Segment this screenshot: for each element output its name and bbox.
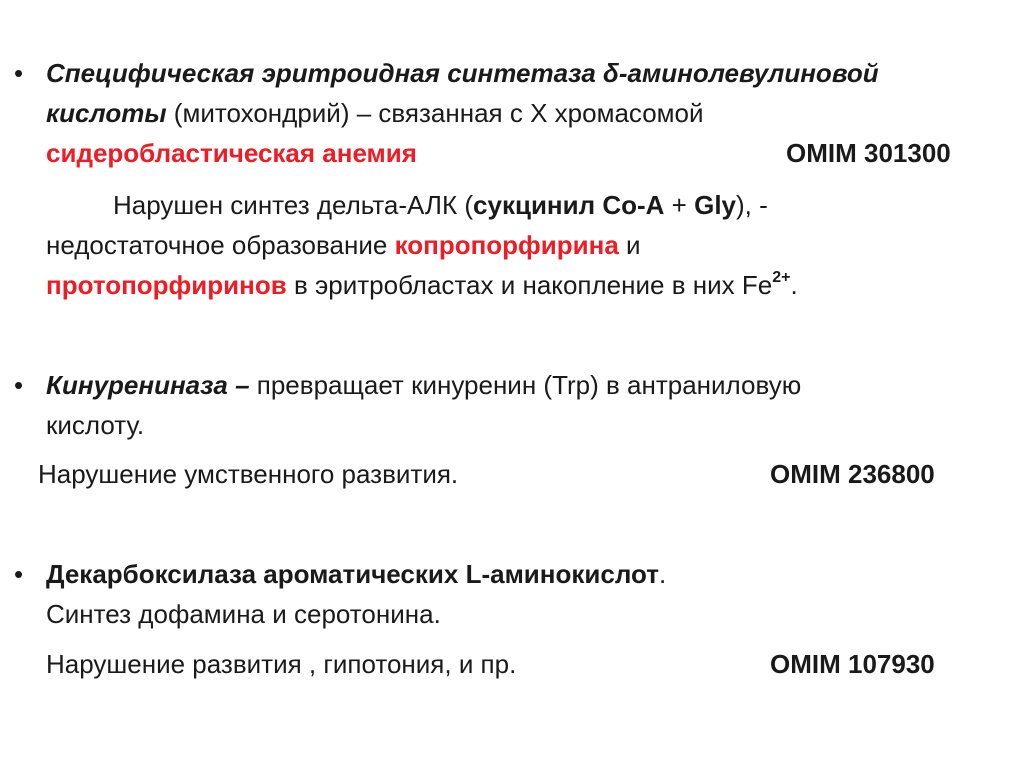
- item3-line1: [46, 558, 666, 590]
- item2-line1: [46, 369, 801, 401]
- item1-line4: [113, 189, 768, 221]
- item1-line4-a: Нарушен синтез дельта-АЛК (: [113, 190, 474, 220]
- item1-line1: [46, 57, 879, 89]
- item1-line2: [46, 97, 704, 129]
- item2-line2: кислоту.: [46, 410, 145, 440]
- item2-omim: OMIM 236800: [770, 459, 935, 489]
- item1-line2-text: (митохондрий) – связанная с Х хромасомой: [166, 98, 704, 128]
- item1-coproporphyrin: копропорфирина: [394, 230, 619, 260]
- item1-title: Специфическая эритроидная синтетаза δ-аминолевулиновой: [46, 58, 879, 88]
- item1-fe-charge: 2+: [772, 269, 791, 287]
- item1-protoporphyrin: протопорфиринов: [46, 270, 287, 300]
- item1-line4-substrate: сукцинил Со-А: [473, 190, 665, 220]
- item3-line2: Синтез дофамина и серотонина.: [46, 599, 441, 629]
- item1-line3: [46, 137, 417, 169]
- bullet-3: •: [14, 559, 24, 589]
- bullet-1: •: [14, 58, 24, 88]
- item1-disease: сидеробластическая анемия: [46, 138, 417, 168]
- item1-omim: OMIM 301300: [786, 138, 951, 168]
- item1-line5-a: недостаточное образование: [46, 230, 395, 260]
- item1-line6-end: .: [790, 270, 798, 300]
- item3-omim: OMIM 107930: [770, 649, 935, 679]
- item1-title-cont: кислоты: [46, 98, 167, 128]
- item1-line4-gly: Gly: [694, 190, 737, 220]
- item1-line4-end: ), -: [736, 190, 768, 220]
- bullet-2: •: [14, 370, 24, 400]
- item1-line5-b: и: [618, 230, 641, 260]
- item1-line4-plus: +: [664, 190, 695, 220]
- item2-title: Кинурениназа –: [46, 370, 250, 400]
- item1-line6-a: в эритробластах и накопление в них Fe: [286, 270, 773, 300]
- item1-line5: [46, 229, 641, 261]
- item3-title-end: .: [658, 559, 667, 589]
- item2-line3: Нарушение умственного развития.: [38, 459, 459, 489]
- item3-title: Декарбоксилаза ароматических L-аминокислот: [46, 559, 659, 589]
- item1-line6: [46, 269, 798, 301]
- item2-line1-text: превращает кинуренин (Trp) в антраниловую: [249, 370, 802, 400]
- item3-line3: Нарушение развития , гипотония, и пр.: [46, 649, 517, 679]
